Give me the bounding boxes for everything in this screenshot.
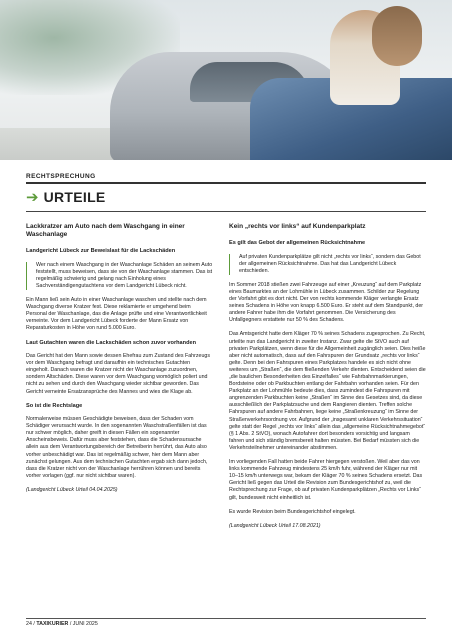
right-column <box>229 223 426 537</box>
paragraph-2-right: Das Amtsgericht hatte dem Kläger 70 % seines Schadens zugesprochen. Zu Recht, urteilte nun das Landgericht in zweiter Instanz. Zwar gelte die StVO auch auf privaten Parkplätzen, wenn diese für die Allgemeinheit zugänglich seien. Dies heiße aber nicht automatisch, dass auf den Fahrspuren der Grundsatz „rechts vor links“ gelte. Denn bei den Fahrspuren eines Parkplatzes handele es sich nicht ohne weiteres um „Straßen“, die dem fließenden Verkehr dienten. Entscheidend seien die „die baulichen Besonderheiten des Einzelfalles“ wie Fahrbahnmarkierungen, Bordsteine oder ob Parkbuchten entlang der Fahrbahn vorhanden seien. Für den Parkplatz an der Lohmühle bedeute dies, dass zumindest die Fahrspuren mit angrenzenden Parkbuchten keine „Straßen“ im Sinne des Gesetzes sind, da diese ausschließlich der Parkplatzsuche und dem Rangieren dienten. Treffen solche Fahrspuren auf andere Fahrbahnen, liege keine „Straßenkreuzung“ im Sinne der Straßenverkehrsordnung vor. Aufgrund der „insgesamt unklaren Verkehrssituation“ gelte statt der Regel „rechts vor links“ allein das „allgemeine Rücksichtnahmegebot“ (§ 1 Abs. 2 StVO), wonach Autofahrer dort besonders vorsichtig und langsam fahren und sich ständig bremsbereit halten müssten. Bei Bedarf müssten sich die Verkehrsteilnehmer untereinander abstimmen. <box>229 331 426 451</box>
teaser-left: Wer nach einem Waschgang in der Waschanlage Schäden an seinem Auto feststellt, muss beweisen, dass sie von der Waschanlage stammen. Das ist regelmäßig schwierig und gelang nach Einholung eines Sachverständigengutachtens vor dem Landgericht Lübeck nicht. <box>26 262 213 290</box>
subheading-3-left: So ist die Rechtslage <box>26 402 83 409</box>
subheading-1-left: Landgericht Lübeck zur Beweislast für die Lackschäden <box>26 248 176 255</box>
paragraph-3-left: Normalerweise müssen Geschädigte beweisen, dass der Schaden vom Schädiger verursacht wurde. In den sogenannten Waschstraßenfällen ist das nur schwer möglich, daher greift in diesen Fällen ein sogenannter Anscheinsbeweis. Dafür muss aber feststehen, dass die Schadensursache allein aus dem Verantwortungsbereich der Betreiberin herrührt, das Auto also vorher unbeschädigt war. Das ist regelmäßig schwer, hier dem Mann aber zunächst gelungen. Aus dem technischen Gutachten ergab sich dann jedoch, dass die Kratzer nicht von der Waschanlage herrühren können und bereits vorher vorlagen (ggf. nur nicht sichtbar waren). <box>26 416 208 479</box>
subheading-2-left: Laut Gutachten waren die Lackschäden schon zuvor vorhanden <box>26 339 197 346</box>
left-column <box>26 223 213 501</box>
paragraph-1-right: Im Sommer 2018 stießen zwei Fahrzeuge auf einer „Kreuzung“ auf dem Parkplatz eines Baumarktes an der Lohmühle in Lübeck zusammen. Schilder zur Regelung der Vorfahrt gibt es dort nicht. Der von rechts kommende Kläger verlangte Ersatz seines Schadens in Höhe von knapp 6.500 Euro. Er steht auf dem Standpunkt, der andere Fahrer habe ihm die Vorfahrt genommen. Die Versicherung des Unfallgegners erstattete nur 50 % des Schadens. <box>229 281 424 324</box>
article-title-right: Kein „rechts vor links“ auf Kundenparkplatz <box>229 223 366 230</box>
person-hair <box>372 6 422 66</box>
issue-date: JUNI 2025 <box>72 621 98 627</box>
paragraph-2-left: Das Gericht hat den Mann sowie dessen Ehefrau zum Zustand des Fahrzeugs vor dem Waschgang befragt und daraufhin ein technisches Gutachten eingeholt. Danach waren die Kratzer nicht der Waschanlage zuzuordnen, sondern Altschäden. Diese waren vor dem Waschgang womöglich poliert und nicht zu sehen und durch den Waschgang wieder sichtbar geworden. Das Gericht verneinte Ersatzansprüche des Mannes und wies die Klage ab. <box>26 353 211 395</box>
hero-image <box>0 0 452 160</box>
page-title: URTEILE <box>43 189 106 205</box>
paragraph-3-right: Im vorliegenden Fall hatten beide Fahrer hiergegen verstoßen. Weil aber das von links kommende Fahrzeug mindestens 25 km/h fuhr, während der Kläger nur mit 10–15 km/h unterwegs war, bekam der Kläger 70 % seines Schadens ersetzt. Das Gericht ließ gegen das Urteil die Revision zum Bundesgerichtshof zu, weil die Rechtsprechung zur Frage, ob auf privaten Kundenparkplätzen „Rechts vor Links“ gilt, bundesweit nicht einheitlich ist. <box>229 459 423 501</box>
section-label: RECHTSPRECHUNG <box>26 173 96 180</box>
arrow-icon: ➔ <box>26 188 39 206</box>
magazine-name: TAXIKURIER <box>36 621 69 627</box>
paragraph-1-left: Ein Mann ließ sein Auto in einer Waschanlage waschen und stellte nach dem Waschgang diverse Kratzer fest. Diese reklamierte er umgehend beim Personal der Waschanlage, das die Anlage prüfte und eine Verantwortlichkeit verneinte. Vor dem Landgericht Lübeck forderte der Mann Ersatz von Reparaturkosten in Höhe von rund 5.000 Euro. <box>26 297 207 332</box>
page-footer: 24 / TAXIKURIER / JUNI 2025 <box>26 621 98 627</box>
page-heading <box>26 189 106 205</box>
footer-rule <box>26 618 426 619</box>
article-title-left: Lackkratzer am Auto nach dem Waschgang in einer Waschanlage <box>26 223 185 239</box>
teaser-right: Auf privaten Kundenparkplätze gilt nicht „rechts vor links“, sondern das Gebot der allgemeinen Rücksichtnahme. Das hat das Landgericht Lübeck entschieden. <box>229 254 426 275</box>
subheading-1-right: Es gilt das Gebot der allgemeinen Rücksichtnahme <box>229 240 366 247</box>
section-rule <box>26 182 426 184</box>
heading-rule <box>26 211 426 212</box>
paragraph-4-right: Es wurde Revision beim Bundesgerichtshof eingelegt. <box>229 508 356 515</box>
page-number: 24 <box>26 621 32 627</box>
source-right: (Landgericht Lübeck Urteil 17.08.2021) <box>229 522 321 529</box>
source-left: (Landgericht Lübeck Urteil 04.04.2025) <box>26 486 118 493</box>
